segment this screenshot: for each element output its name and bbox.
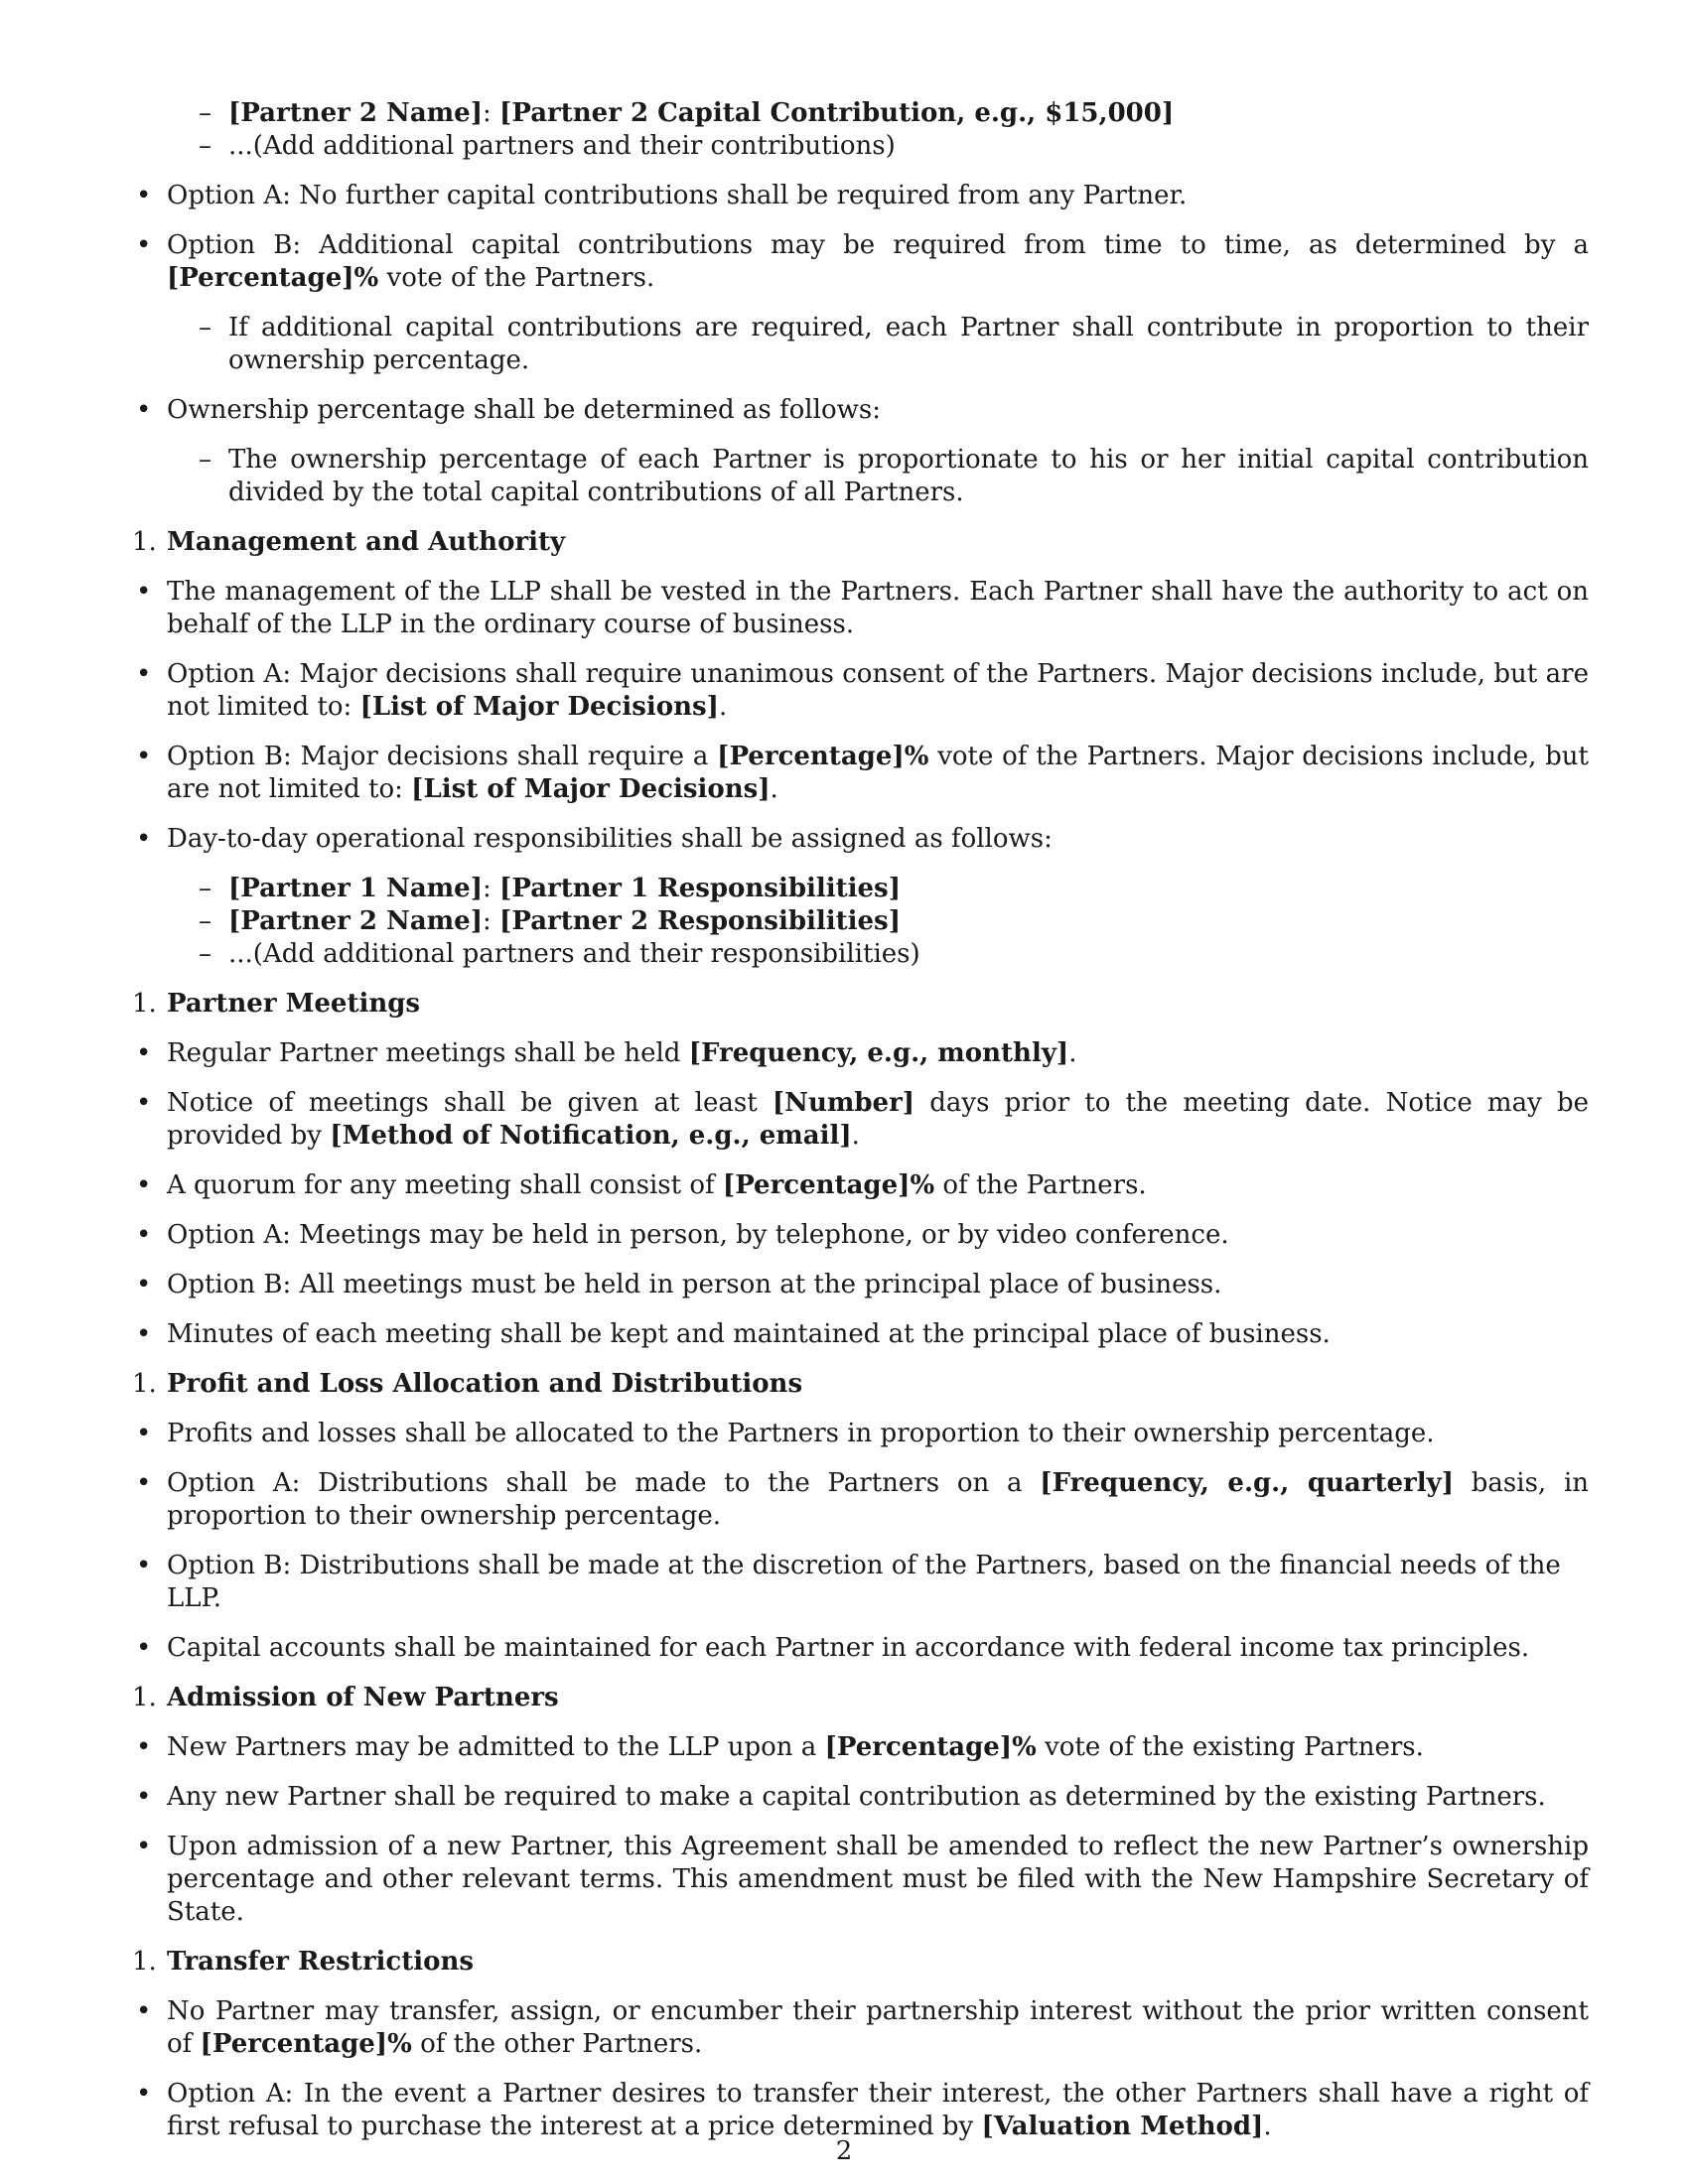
profit-bullet-4 [129, 1632, 1589, 1665]
transfer-bullet-2 [129, 2078, 1589, 2143]
bullet-text: The management of the LLP shall be vested in the Partners. Each Partner shall have the authority to act on behalf of the LLP in the ordinary course of business. [167, 577, 1589, 639]
meetings-bullet-3 [129, 1169, 1589, 1202]
partner-1-responsibilities: [Partner 1 Responsibilities] [499, 874, 901, 903]
placeholder-text: [Number] [772, 1088, 915, 1118]
bullet-text: . [718, 692, 728, 722]
bullet-text: Option B: Major decisions shall require a [167, 742, 718, 771]
separator: : [483, 906, 500, 936]
page-number: 2 [835, 2136, 853, 2166]
bullet-text: of the Partners. [934, 1170, 1147, 1200]
admission-bullet-1 [129, 1731, 1589, 1764]
add-more-text: ...(Add additional partners and their responsibilities) [228, 939, 920, 969]
section-heading-profit [129, 1368, 1589, 1401]
section-title: Transfer Restrictions [167, 1947, 474, 1977]
bullet-text: Option B: All meetings must be held in person at the principal place of business. [167, 1270, 1222, 1299]
bullet-text: Any new Partner shall be required to make a capital contribution as determined by the existing Partners. [167, 1782, 1546, 1812]
admission-bullet-2 [129, 1781, 1589, 1814]
bullet-text: Option B: Additional capital contributions may be required from time to time, as determined by a [167, 230, 1589, 260]
bullet-text: Capital accounts shall be maintained for each Partner in accordance with federal income tax principles. [167, 1633, 1530, 1663]
bullet-text: No Partner may transfer, assign, or encumber their partnership interest without the prior written consent of [167, 1996, 1589, 2059]
profit-bullet-2 [129, 1467, 1589, 1533]
admission-bullet-3 [129, 1831, 1589, 1929]
partner-2-responsibilities: [Partner 2 Responsibilities] [499, 906, 901, 936]
placeholder-text: [Valuation Method] [981, 2112, 1264, 2141]
add-more-text: ...(Add additional partners and their contributions) [228, 131, 896, 161]
sub-text: If additional capital contributions are required, each Partner shall contribute in proportion to their ownership percentage. [228, 313, 1589, 375]
bullet-text: New Partners may be admitted to the LLP upon a [167, 1732, 825, 1762]
placeholder-text: [List of Major Decisions] [411, 774, 771, 804]
bullet-text: Day-to-day operational responsibilities shall be assigned as follows: [167, 824, 1053, 854]
bullet-text: Option A: Meetings may be held in person, by telephone, or by video conference. [167, 1220, 1229, 1250]
placeholder-text: [Method of Notification, e.g., email] [330, 1121, 852, 1151]
section-title: Partner Meetings [167, 989, 421, 1019]
bullet-text: . [1263, 2112, 1272, 2141]
bullet-text: Regular Partner meetings shall be held [167, 1038, 689, 1068]
capital-option-a [129, 180, 1589, 212]
bullet-text: Profits and losses shall be allocated to the Partners in proportion to their ownership percentage. [167, 1419, 1435, 1448]
section-number: 1. [132, 1683, 157, 1712]
section-title: Profit and Loss Allocation and Distributions [167, 1369, 803, 1399]
partner-2-name: [Partner 2 Name] [228, 98, 484, 128]
partner-1-name: [Partner 1 Name] [228, 874, 484, 903]
section-heading-meetings [129, 988, 1589, 1021]
meetings-bullet-4 [129, 1219, 1589, 1252]
management-bullet-1 [129, 576, 1589, 641]
bullet-text: A quorum for any meeting shall consist of [167, 1170, 723, 1200]
bullet-text: Upon admission of a new Partner, this Agreement shall be amended to reflect the new Partner’s ownership percentage and other relevant terms. This amendment must be filed with the New Hampshire Secretary of State. [167, 1832, 1589, 1927]
section-heading-management [129, 526, 1589, 559]
section-heading-transfer [129, 1946, 1589, 1979]
capital-subitem-partner-2 [129, 97, 1589, 130]
section-number: 1. [132, 527, 157, 557]
bullet-text: Option A: Distributions shall be made to the Partners on a [167, 1468, 1041, 1498]
bullet-text: of the other Partners. [411, 2029, 703, 2059]
management-bullet-4 [129, 823, 1589, 856]
partner-2-name: [Partner 2 Name] [228, 906, 484, 936]
percentage-placeholder: [Percentage]% [717, 742, 929, 771]
responsibility-partner-2 [129, 905, 1589, 938]
placeholder-text: [List of Major Decisions] [359, 692, 719, 722]
bullet-text: vote of the Partners. [378, 263, 655, 293]
capital-option-b [129, 229, 1589, 295]
meetings-bullet-2 [129, 1087, 1589, 1153]
bullet-text: . [770, 774, 778, 804]
bullet-text: Option A: No further capital contributions shall be required from any Partner. [167, 181, 1188, 210]
management-bullet-3 [129, 741, 1589, 806]
separator: : [483, 98, 500, 128]
section-heading-admission [129, 1682, 1589, 1714]
capital-subitem-add-more [129, 130, 1589, 163]
management-bullet-2 [129, 658, 1589, 724]
bullet-text: vote of the Partners. Major decisions include, but are not limited to: [167, 742, 1589, 804]
bullet-text: . [1068, 1038, 1077, 1068]
section-number: 1. [132, 1369, 157, 1399]
profit-bullet-3 [129, 1550, 1589, 1615]
ownership-intro [129, 394, 1589, 427]
responsibility-partner-1 [129, 873, 1589, 905]
responsibility-add-more [129, 938, 1589, 971]
separator: : [483, 874, 500, 903]
transfer-bullet-1 [129, 1995, 1589, 2061]
bullet-text: vote of the existing Partners. [1036, 1732, 1424, 1762]
bullet-text: . [851, 1121, 860, 1151]
bullet-text: Ownership percentage shall be determined as follows: [167, 395, 881, 425]
percentage-placeholder: [Percentage]% [167, 263, 379, 293]
section-title: Management and Authority [167, 527, 566, 557]
percentage-placeholder: [Percentage]% [824, 1732, 1037, 1762]
bullet-text: Notice of meetings shall be given at least [167, 1088, 773, 1118]
ownership-sub [129, 444, 1589, 509]
placeholder-text: [Frequency, e.g., monthly] [688, 1038, 1069, 1068]
meetings-bullet-5 [129, 1269, 1589, 1301]
percentage-placeholder: [Percentage]% [722, 1170, 935, 1200]
capital-option-b-sub [129, 312, 1589, 377]
meetings-bullet-6 [129, 1318, 1589, 1351]
partner-2-contribution: [Partner 2 Capital Contribution, e.g., $15,000] [499, 98, 1175, 128]
section-title: Admission of New Partners [167, 1683, 559, 1712]
percentage-placeholder: [Percentage]% [200, 2029, 412, 2059]
bullet-text: basis, in proportion to their ownership percentage. [167, 1468, 1589, 1531]
bullet-text: Option B: Distributions shall be made at the discretion of the Partners, based on the financial needs of the LLP. [167, 1551, 1561, 1613]
bullet-text: Option A: Major decisions shall require unanimous consent of the Partners. Major decisions include, but are not limited to: [167, 659, 1589, 722]
document-body [129, 97, 1589, 2143]
sub-text: The ownership percentage of each Partner is proportionate to his or her initial capital contribution divided by the total capital contributions of all Partners. [228, 445, 1589, 507]
section-number: 1. [132, 1947, 157, 1977]
bullet-text: Minutes of each meeting shall be kept and maintained at the principal place of business. [167, 1319, 1331, 1349]
profit-bullet-1 [129, 1418, 1589, 1450]
bullet-text: Option A: In the event a Partner desires to transfer their interest, the other Partners shall have a right of first refusal to purchase the interest at a price determined by [167, 2079, 1589, 2141]
placeholder-text: [Frequency, e.g., quarterly] [1040, 1468, 1454, 1498]
bullet-text: days prior to the meeting date. Notice may be provided by [167, 1088, 1589, 1151]
section-number: 1. [132, 989, 157, 1019]
meetings-bullet-1 [129, 1037, 1589, 1070]
